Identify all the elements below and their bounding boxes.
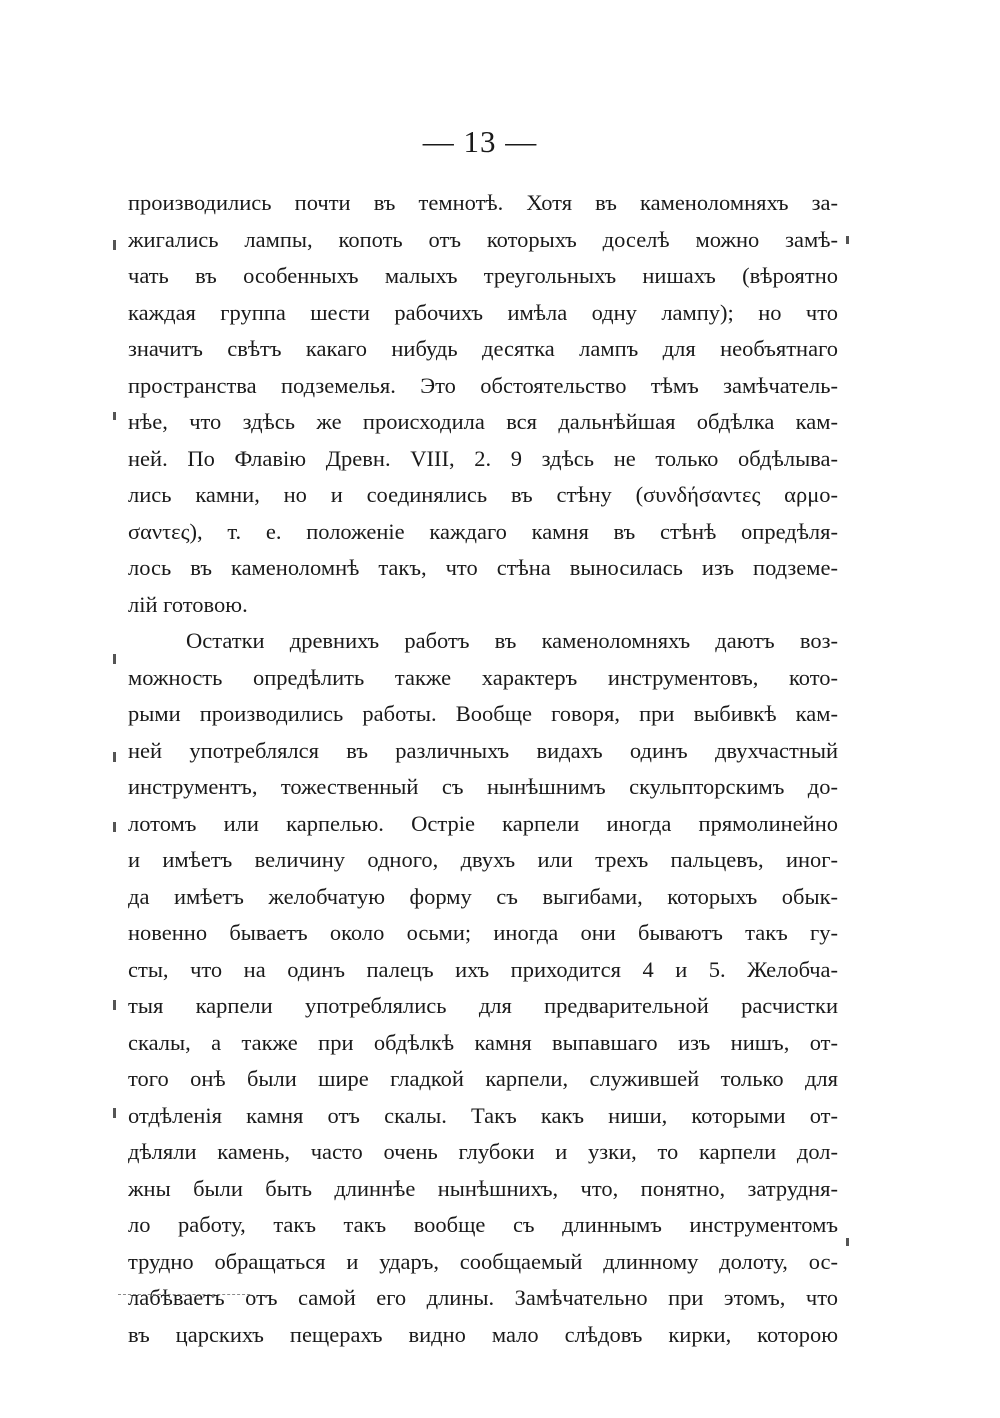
scan-mark xyxy=(846,1238,849,1246)
text-line: отдѣленія камня отъ скалы. Такъ какъ ниши, которыми от- xyxy=(128,1102,838,1128)
scan-mark xyxy=(113,822,116,832)
text-line: да имѣетъ желобчатую форму съ выгибами, которыхъ обык- xyxy=(128,883,838,909)
scan-mark xyxy=(113,752,116,762)
text-line: ней. По Флавію Древн. VIII, 2. 9 здѣсь не только обдѣлыва- xyxy=(128,445,838,471)
text-line: сты, что на одинъ палецъ ихъ приходится 4 и 5. Желобча- xyxy=(128,956,838,982)
scan-rule xyxy=(118,1294,250,1295)
scan-mark xyxy=(846,236,849,244)
page-number: — 13 — xyxy=(422,124,538,159)
text-line: лись камни, но и соединялись въ стѣну (συνδήσαντες αρμο- xyxy=(128,482,838,507)
body-text xyxy=(128,185,838,1353)
paragraph-2 xyxy=(128,623,838,1353)
text-line: ло работу, такъ такъ вообще съ длиннымъ инструментомъ xyxy=(128,1212,838,1237)
text-line: рыми производились работы. Вообще говоря, при выбивкѣ кам- xyxy=(128,701,838,726)
text-line: ней употреблялся въ различныхъ видахъ одинъ двухчастный xyxy=(128,737,838,763)
text-line: лій готовою. xyxy=(128,591,248,617)
text-line: чать въ особенныхъ малыхъ треугольныхъ нишахъ (вѣроятно xyxy=(128,263,838,288)
text-line: въ царскихъ пещерахъ видно мало слѣдовъ кирки, которою xyxy=(128,1321,838,1347)
text-line: тыя карпели употреблялись для предварительной расчистки xyxy=(128,993,838,1018)
text-line: нѣе, что здѣсь же происходила вся дальнѣйшая обдѣлка кам- xyxy=(128,409,838,434)
text-line: σαντες), т. е. положеніе каждаго камня въ стѣнѣ опредѣля- xyxy=(128,518,838,544)
text-line: и имѣетъ величину одного, двухъ или трехъ пальцевъ, иног- xyxy=(128,847,838,872)
paragraph-1 xyxy=(128,185,838,623)
text-line: Остатки древнихъ работъ въ каменоломняхъ даютъ воз- xyxy=(186,628,838,653)
text-line: значитъ свѣтъ какаго нибудь десятка лампъ для необъятнаго xyxy=(128,336,838,361)
scan-mark xyxy=(113,240,116,250)
text-line: лось въ каменоломнѣ такъ, что стѣна выносилась изъ подземе- xyxy=(128,555,838,580)
scan-mark xyxy=(113,654,116,664)
text-line: новенно бываетъ около осьми; иногда они бываютъ такъ гу- xyxy=(128,920,838,945)
text-line: лабѣваетъ отъ самой его длины. Замѣчательно при этомъ, что xyxy=(128,1285,838,1310)
text-line: того онѣ были шире гладкой карпели, служившей только для xyxy=(128,1066,838,1091)
text-line: скалы, а также при обдѣлкѣ камня выпавшаго изъ нишъ, от- xyxy=(128,1029,838,1055)
text-line: каждая группа шести рабочихъ имѣла одну лампу); но что xyxy=(128,299,838,325)
text-line: жигались лампы, копоть отъ которыхъ доселѣ можно замѣ- xyxy=(128,226,838,252)
text-line: трудно обращаться и ударъ, сообщаемый длинному долоту, ос- xyxy=(128,1248,838,1274)
text-line: дѣляли камень, часто очень глубоки и узки, то карпели дол- xyxy=(128,1139,838,1164)
scan-mark xyxy=(113,412,116,420)
text-line: лотомъ или карпелью. Остріе карпели иногда прямолинейно xyxy=(128,810,838,836)
scan-mark xyxy=(113,1000,116,1010)
text-line: производились почти въ темнотѣ. Хотя въ каменоломняхъ за- xyxy=(128,190,838,215)
text-line: можность опредѣлить также характеръ инструментовъ, кото- xyxy=(128,664,838,690)
text-line: пространства подземелья. Это обстоятельство тѣмъ замѣчатель- xyxy=(128,372,838,398)
scan-mark xyxy=(113,1108,116,1118)
text-line: инструментъ, тожественный съ нынѣшнимъ скульпторскимъ до- xyxy=(128,774,838,799)
text-line: жны были быть длиннѣе нынѣшнихъ, что, понятно, затрудня- xyxy=(128,1175,838,1201)
